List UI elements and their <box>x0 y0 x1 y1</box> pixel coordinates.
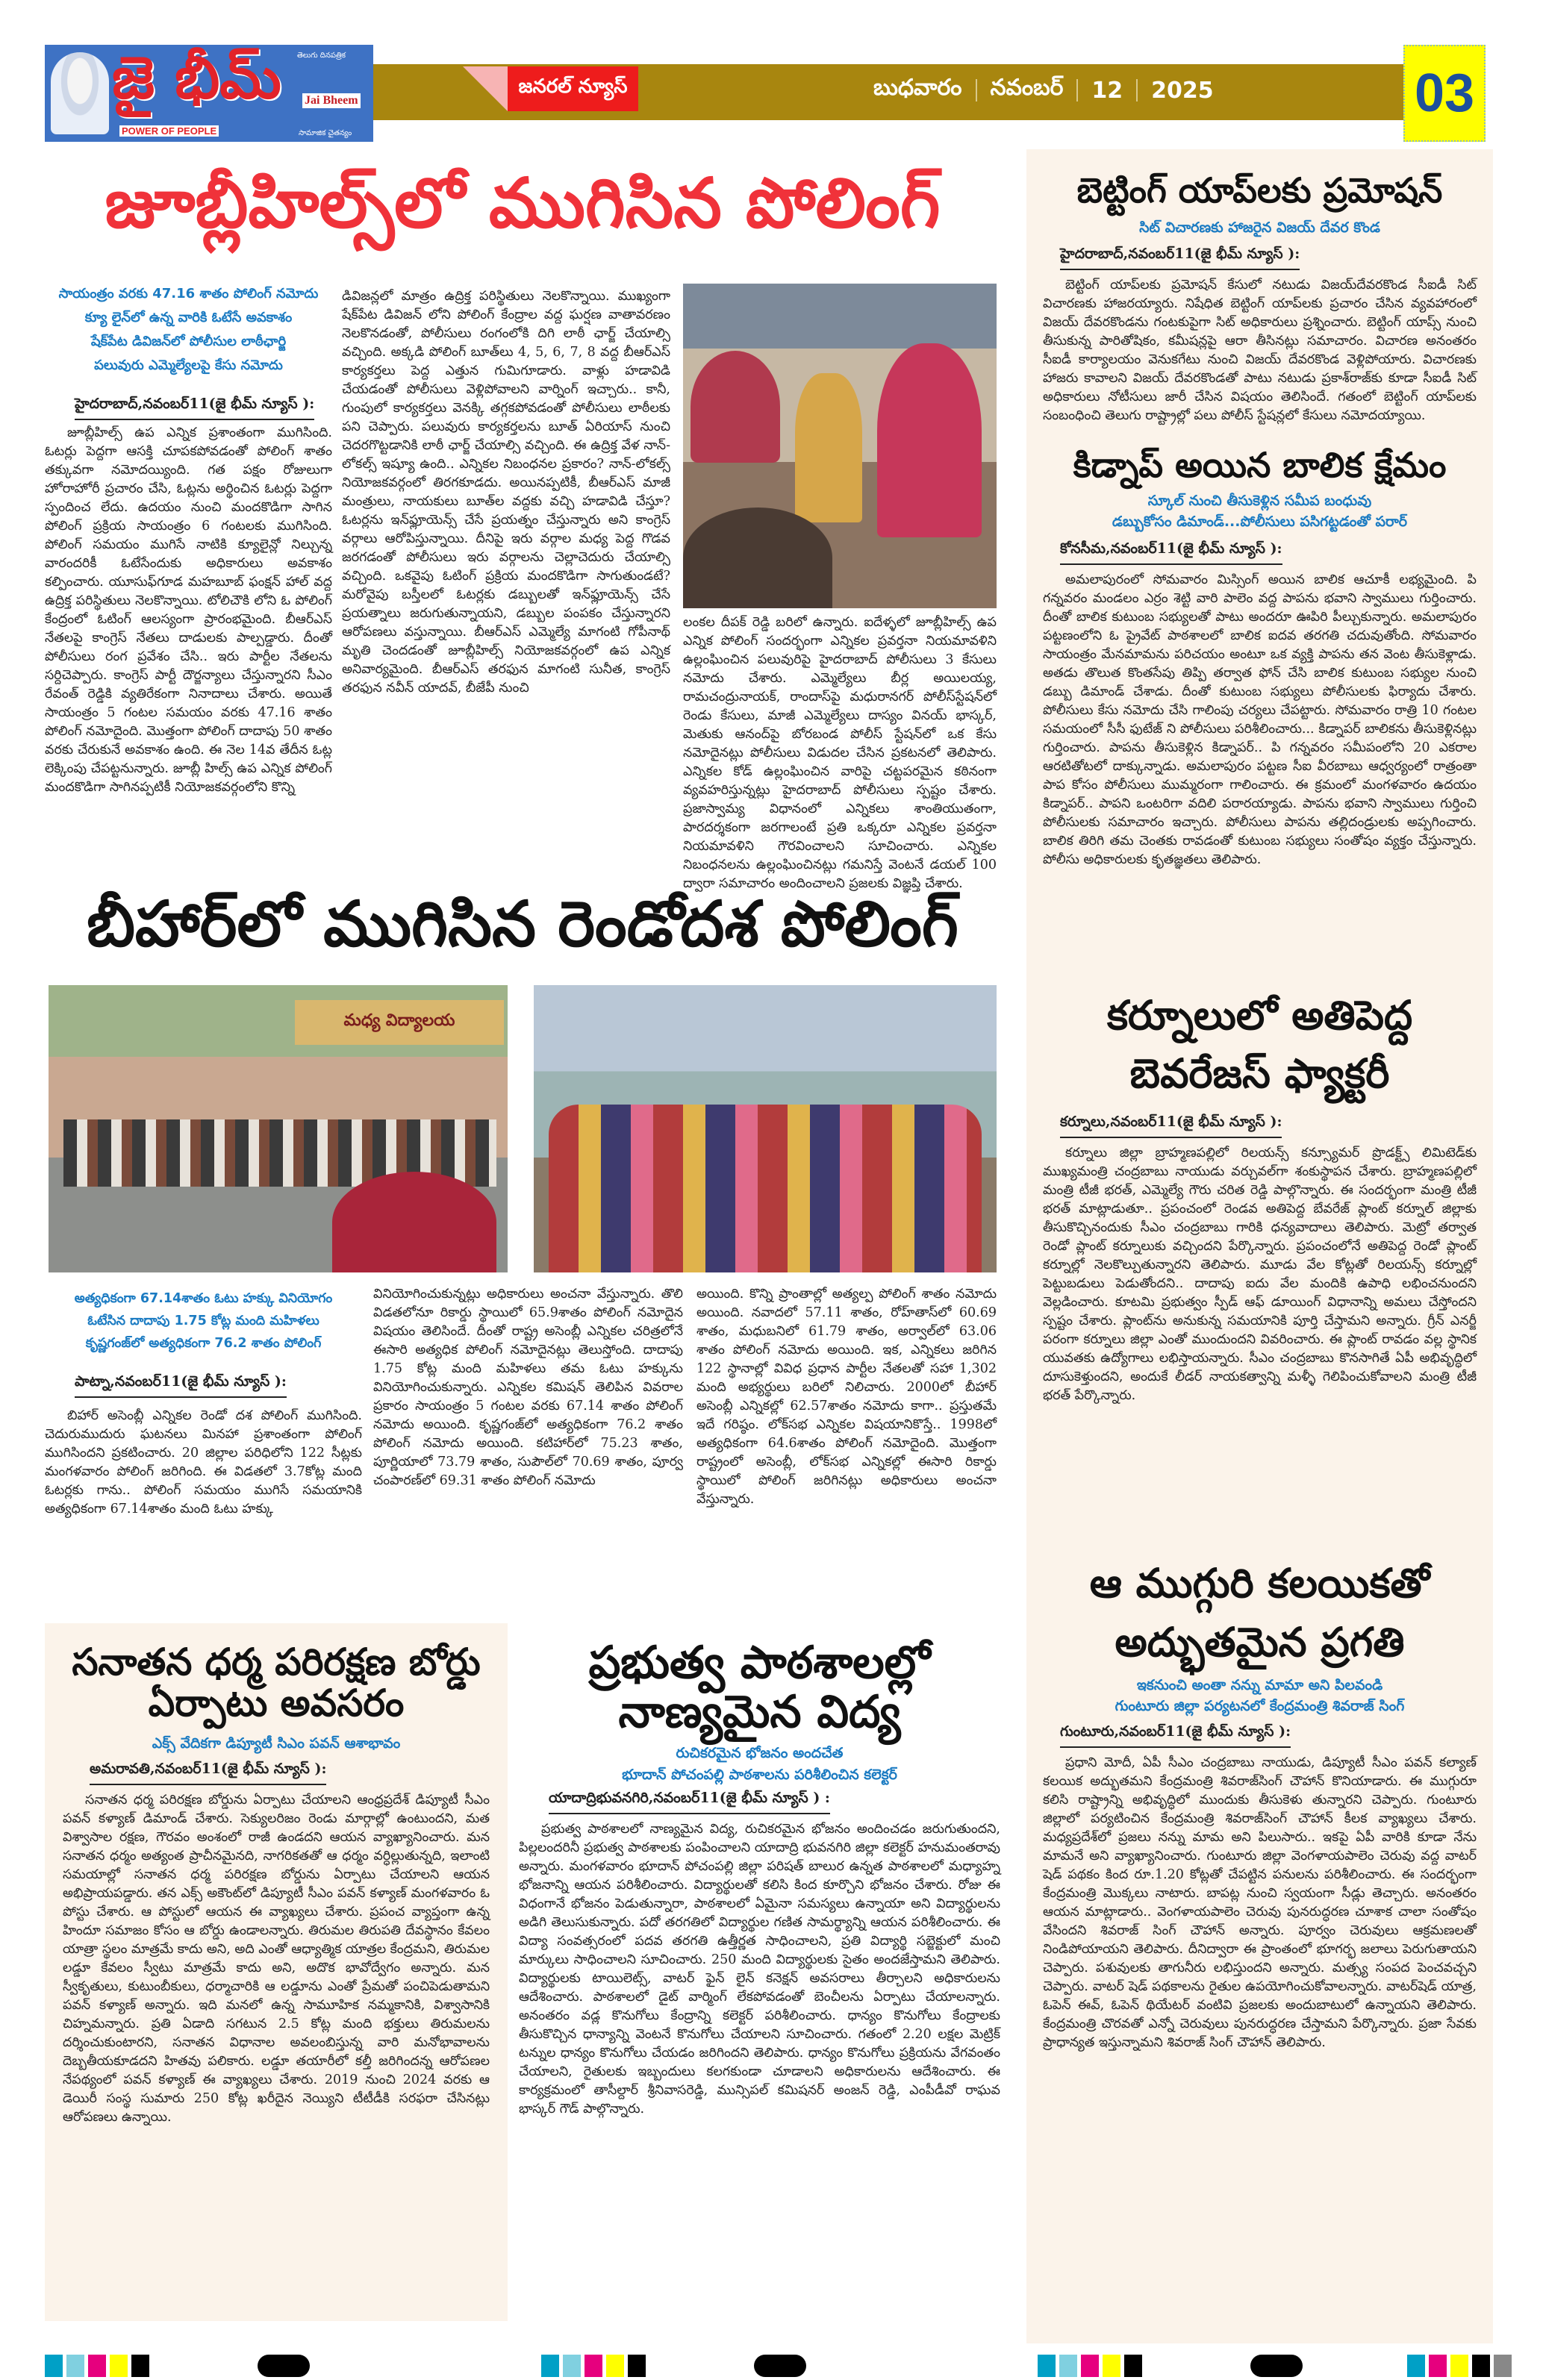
logo-side-text-bottom: సామాజిక చైతన్యం <box>299 129 352 137</box>
subheads-jubilee <box>45 282 332 378</box>
school-banner: మధ్య విద్యాలయ <box>295 1000 504 1045</box>
logo-title: జై భీమ్ <box>112 45 281 112</box>
color-swatch <box>1494 2355 1512 2377</box>
article-body: సనాతన ధర్మ పరిరక్షణ బోర్డును ఏర్పాటు చేయాలని ఆంధ్రప్రదేశ్ డిప్యూటీ సీఎం పవన్ కళ్యాణ్ డిమాండ్ చేశారు. సెక్యులరిజం రెండు మార్గాల్లో ఉంటుందని, మత విశ్వాసాల రక్షణ, గౌరవం అంశంలో రాజీ ఉండదని ఆయన వ్యాఖ్యానించారు. మన సనాతన ధర్మం అత్యంత ప్రాచీనమైనది, నాగరికతతో ఆ ధర్మం వర్ధిల్లుతున్నది, ఇలాంటి సమయాల్లో సనాతన ధర్మ పరిరక్షణ బోర్డును ఏర్పాటు చేయాలని ఆయన అభిప్రాయపడ్డారు. తన ఎక్స్ అకౌంట్‌లో డిప్యూటీ సీఎం పవన్ కళ్యాణ్ మంగళవారం ఓ పోస్టు చేశారు. ఆ పోస్టులో ఆయన ఈ వ్యాఖ్యలు చేశారు. ప్రపంచ వ్యాప్తంగా ఉన్న హిందూ సమాజం కోసం ఆ బోర్డు ఉండాలన్నారు. తిరుమల తిరుపతి దేవస్థానం కేవలం యాత్రా స్థలం మాత్రమే కాదు అని, అది ఎంతో ఆధ్యాత్మిక యాత్రల కేంద్రమని, తిరుమల లడ్డూ కేవలం స్వీటు మాత్రమే కాదు అని, అదొక భావోద్వేగం అన్నారు. మన స్వీకృతులు, కుటుంబీకులు, ధర్మాచారికి ఆ లడ్డూను ఎంతో ప్రేమతో పంచిపెడుతామని పవన్ కళ్యాణ్ అన్నారు. ఇది మనలో ఉన్న సామూహిక నమ్మకానికి, విశ్వాసానికి చిహ్నమన్నారు. ప్రతి ఏడాది సగటున 2.5 కోట్ల మంది భక్తులు తిరుమలను దర్శించుకుంటారని, సనాతన విధానాల అవలంబిస్తున్న వారి మనోభావాలను దెబ్బతీయకూడదని హితవు పలికారు. లడ్డూ తయారీలో కల్తీ జరిగిందన్న ఆరోపణల నేపథ్యంలో పవన్ కళ్యాణ్ ఈ వ్యాఖ్యలు చేశారు. 2019 నుంచి 2024 వరకు ఆ డెయిరీ సంస్థ సుమారు 250 కోట్ల ఖరీదైన నెయ్యిని టీటీడీకి సరఫరా చేసినట్లు ఆరోపణలు ఉన్నాయి. <box>63 1792 490 2125</box>
color-swatch <box>1038 2355 1056 2377</box>
color-swatch <box>606 2355 624 2377</box>
article-body-col2: డివిజన్లలో మాత్రం ఉద్రిక్త పరిస్థితులు నెలకొన్నాయి. ముఖ్యంగా షేక్‌పేట డివిజన్ లోని పోలింగ్ కేంద్రాల వద్ద ఘర్షణ వాతావరణం నెలకొనడంతో, పోలీసులు రంగంలోకి దిగి లాఠీ ఛార్జ్ చేయాల్సి వచ్చింది. అక్కడి పోలింగ్ బూత్‌లు 4, 5, 6, 7, 8 వద్ద బీఆర్ఎస్ కార్యకర్తలు పెద్ద ఎత్తున గుమిగూడారు. వాళ్లు హడావిడి చేయడంతో పోలీసులు వెళ్లిపోవాలని వార్నింగ్ ఇచ్చారు.. కానీ, గుంపులో కార్యకర్తలు వెనక్కి తగ్గకపోవడంతో పోలీసులు లాఠీలకు పని చెప్పారు. పలువురు కార్యకర్తలను బూత్ ఏరియాస్ నుంచి చెదరగొట్టడానికి లాఠీ ఛార్జ్ చేయాల్సి వచ్చింది. ఈ ఉద్రిక్త వేళ నాన్-లోకల్స్ ఇష్యూ ఉంది.. ఎన్నికల నిబంధనల ప్రకారం? నాన్-లోకల్స్ నియోజకవర్గంలో తిరగకూడదు. అయినప్పటికీ, బీఆర్ఎస్ మాజీ మంత్రులు, నాయకులు బూత్‌ల వద్దకు వచ్చి హడావిడి చేస్తూ? ఓటర్లను ఇన్‌ఫ్లూయెన్స్ చేసే ప్రయత్నం చేస్తున్నారు అని కాంగ్రెస్ వర్గాలు ఆరోపిస్తున్నాయి. దీనిపై ఇరు వర్గాల మధ్య పెద్ద గొడవ జరగడంతో పోలీసులు ఇరు వర్గాలను చెల్లాచెదురు చేయాల్సి వచ్చింది. ఒకవైపు ఓటింగ్ ప్రక్రియ మందకొడిగా సాగుతుండటే? మరోవైపు బస్తీలలో ఓటర్లకు డబ్బులతో ఇన్‌ఫ్లూయెన్స్ చేసే ప్రయత్నాలు జరుగుతున్నాయని, డబ్బుల పంపకం చేస్తున్నారని ఆరోపణలు వస్తున్నాయి. బీఆర్ఎస్ ఎమ్మెల్యే మాగంటి గోపీనాథ్ మృతి చెందడంతో జూబ్లీహిల్స్ నియోజకవర్గంలో ఉప ఎన్నిక అనివార్యమైంది. బీఆర్ఎస్ తరఫున మాగంటి సునీత, కాంగ్రెస్ తరఫున నవీన్ యాదవ్, బీజేపీ నుంచి <box>342 289 670 696</box>
article-schools <box>519 1623 1000 2295</box>
color-swatch <box>66 2355 84 2377</box>
color-swatch <box>1103 2355 1120 2377</box>
headline-betting-apps: బెట్టింగ్ యాప్‌లకు ప్రమోషన్ <box>1076 170 1443 210</box>
section-label: జనరల్ న్యూస్ <box>508 66 638 111</box>
year: 2025 <box>1151 77 1214 104</box>
subhead: గుంటూరు జిల్లా పర్యటనలో కేంద్రమంత్రి శివరాజ్ సింగ్ <box>1115 1698 1405 1715</box>
subhead: అత్యధికంగా 67.14శాతం ఓటు హక్కు వినియోగం <box>74 1291 333 1306</box>
newspaper-logo <box>45 45 373 142</box>
subhead: స్కూల్ నుంచి తీసుకెళ్లిన సమీప బంధువు <box>1147 492 1372 509</box>
page-number: 03 <box>1403 45 1486 142</box>
right-column <box>1026 149 1493 2343</box>
article-body: కర్నూలు జిల్లా బ్రాహ్మణపల్లిలో రిలయన్స్ కన్స్యూమర్ ప్రొడక్ట్స్ లిమిటెడ్‌కు ముఖ్యమంత్రి చంద్రబాబు నాయుడు వర్చువల్‌గా శంకుస్థాపన చేశారు. బ్రాహ్మణపల్లిలో మంత్రి టీజీ భరత్, ఎమ్మెల్యే గౌరు చరిత రెడ్డి పాల్గొన్నారు. ఈ సందర్భంగా మంత్రి టీజీ భరత్ మాట్లాడుతూ.. ప్రపంచంలో రెండవ అతిపెద్ద బేవరేజ్ ప్లాంట్ కర్నూల్ జిల్లాకు తీసుకొచ్చినందుకు సీఎం చంద్రబాబు గారికి ధన్యవాదాలు తెలిపారు. మెట్రో తర్వాత రెండో ప్లాంట్ కర్నూలుకు వచ్చిందని పేర్కొన్నారు. ప్రపంచంలోనే అతిపెద్ద రెండో ప్లాంట్ కర్నూల్లో నెలకొల్పుతున్నారని తెలిపారు. మూడు వేల కోట్లతో రిలయన్స్ కర్నూల్లో పెట్టుబడులు పెడుతోందని.. దాదాపు ఐదు వేల మందికి ఉపాధి లభించనుందని వెల్లడించారు. కూటమి ప్రభుత్వం స్పీడ్ ఆఫ్ డూయింగ్ విధానాన్ని అమలు చేస్తోందని స్పష్టం చేశారు. ప్లాంట్‌ను అనుకున్న సమయానికి పూర్తి చేస్తామని అన్నారు. గ్రీన్ ఎనర్జీ పరంగా కర్నూలు జిల్లా ఎంతో ముందుందని వివరించారు. ఈ ప్లాంట్ రావడం వల్ల స్థానిక యువతకు ఉద్యోగాలు లభిస్తాయన్నారు. సీఎం చంద్రబాబు కొనసాగితే ఏపీ అభివృద్ధిలో దూసుకెళ్తుందని, అందుకే లీడర్ నాయకత్వాన్ని మళ్ళీ గెలిపించుకోవాలని మంత్రి టీజీ భరత్ పేర్కొన్నారు. <box>1043 1146 1477 1404</box>
issue-date <box>873 75 1214 106</box>
color-swatch <box>1472 2355 1490 2377</box>
dateline: కోనసీమ,నవంబర్11(జై భీమ్ న్యూస్ ): <box>1060 540 1282 565</box>
subhead: డబ్బుకోసం డిమాండ్...పోలీసులు పసిగట్టడంతో పరార్ <box>1112 513 1408 531</box>
color-swatch <box>131 2355 149 2377</box>
article-body: ప్రభుత్వ పాఠశాలలో నాణ్యమైన విద్య, రుచికరమైన భోజనం అందించడం జరుగుతుందని, పిల్లలందరినీ ప్రభుత్వ పాఠశాలకు పంపించాలని యాదాద్రి భువనగిరి జిల్లా కలెక్టర్ హనుమంతరావు అన్నారు. మంగళవారం భూదాన్ పోచంపల్లి జిల్లా పరిషత్ బాలుర ఉన్నత పాఠశాలలో మధ్యాహ్న భోజనాన్ని ఆయన పరిశీలించారు. విద్యార్థులతో కలిసి కింద కూర్చొని భోజనం చేశారు. రోజు ఈ విధంగానే భోజనం పెడుతున్నారా, పాఠశాలలో ఏమైనా సమస్యలు ఉన్నాయా అని విద్యార్థులను అడిగి తెలుసుకున్నారు. పదో తరగతిలో విద్యార్థుల గణిత సామర్థ్యాన్ని ఆయన పరిశీలించారు. ఈ విద్యా సంవత్సరంలో పదవ తరగతి ఉత్తీర్ణత సాధించాలని, ప్రతి విద్యార్థి సబ్జెక్టులో మంచి మార్కులు సాధించాలని సూచించారు. 250 మంది విద్యార్థులకు సైతం అందజేస్తామని తెలిపారు. విద్యార్థులకు టాయిలెట్స్, వాటర్ ఫైన్ లైన్ కనెక్షన్ అవసరాలు తీర్చాలని అధికారులను ఆదేశించారు. పాఠశాలలో డైట్ వార్మింగ్ లేకపోవడంతో బెంచీలను ఏర్పాటు చేయాలన్నారు. అనంతరం వడ్ల కొనుగోలు కేంద్రాన్ని కలెక్టర్ పరిశీలించారు. ధాన్యం కొనుగోలు కేంద్రాలకు తీసుకొచ్చిన ధాన్యాన్ని వెంటనే కొనుగోలు చేయాలని సూచించారు. గతంలో 2.20 లక్షల మెట్రిక్ టన్నుల ధాన్యం కొనుగోలు చేయడం జరిగిందని తెలిపారు. ధాన్యం కొనుగోలు ప్రక్రియను వేగవంతం చేయాలని, రైతులకు ఇబ్బందులు కలగకుండా చూడాలని అధికారులను ఆదేశించారు. ఈ కార్యక్రమంలో తాసీల్దార్ శ్రీనివాసరెడ్డి, మున్సిపల్ కమిషనర్ అంజన్ రెడ్డి, ఎంపీడీవో రాఘవ భాస్కర్ గౌడ్ పాల్గొన్నారు. <box>519 1822 1000 2117</box>
dateline: గుంటూరు,నవంబర్11(జై భీమ్ న్యూస్ ): <box>1060 1723 1291 1748</box>
subhead: పలువురు ఎమ్మెల్యేలపై కేసు నమోదు <box>94 357 283 373</box>
dateline: పాట్నా,నవంబర్11(జై భీమ్ న్యూస్ ): <box>75 1373 287 1398</box>
article-body-col3: అయింది. కొన్ని ప్రాంతాల్లో అత్యల్ప పోలింగ్ శాతం నమోదు అయింది. నవాదలో 57.11 శాతం, రోహ్‌తాస్‌లో 60.69 శాతం, మధుబనిలో 61.79 శాతం, అర్వాల్‌లో 63.06 శాతం పోలింగ్ నమోదు అయింది. ఇక, ఎన్నికలు జరిగిన 122 స్థానాల్లో వివిధ ప్రధాన పార్టీల నేతలతో సహా 1,302 మంది అభ్యర్థులు బరిలో నిలిచారు. 2000లో బీహార్ అసెంబ్లీ ఎన్నికల్లో 62.57శాతం నమోదు కాగా.. ప్రస్తుతమే ఇదే గరిష్ఠం. లోక్‌సభ ఎన్నికల విషయానికొస్తే.. 1998లో అత్యధికంగా 64.6శాతం పోలింగ్ నమోదైంది. మొత్తంగా రాష్ట్రంలో అసెంబ్లీ, లోక్‌సభ ఎన్నికల్లో ఈసారి రికార్డు స్థాయిలో పోలింగ్ జరిగినట్లు అధికారులు అంచనా వేస్తున్నారు. <box>696 1287 997 1507</box>
color-swatch <box>45 2355 63 2377</box>
registration-oval <box>754 2355 806 2377</box>
article-body: ప్రధాని మోదీ, ఏపీ సీఎం చంద్రబాబు నాయుడు, డిప్యూటీ సీఎం పవన్ కల్యాణ్ కలయిక అద్భుతమని కేంద్రమంత్రి శివరాజ్‌సింగ్ చౌహాన్ కొనియాడారు. ఈ ముగ్గురూ కలిసి రాష్ట్రాన్ని అభివృద్ధిలో ముందుకు తీసుకెళు తున్నారని చెప్పారు. గుంటూరు జిల్లాలో పర్యటించిన కేంద్రమంత్రి శివరాజ్‌సింగ్ చౌహాన్ కీలక వ్యాఖ్యలు చేశారు. మధ్యప్రదేశ్‌లో ప్రజలు నన్ను మామ అని పిలుసారు.. ఇకపై ఏపీ వారికి కూడా నేను మామనే అని వ్యాఖ్యానించారు. గుంటూరు జిల్లా వెంగళాయపాలెం చెరువు వద్ద వాటర్ షెడ్ పథకం కింద రూ.1.20 కోట్లతో చేపట్టిన పనులను పరిశీలించారు. ఈ సందర్భంగా కేంద్రమంత్రి మొక్కలు నాటారు. బాపట్ల నుంచి స్వయంగా సీడ్లు తెచ్చారు. అనంతరం ఆయన మాట్లాడారు.. వెంగళాయపాలెం చెరువు పునరుద్ధరణ చూశాక చాలా సంతోషం వేసిందని శివరాజ్ సింగ్ చౌహాన్ అన్నారు. పూర్వం చెరువులు ఆక్రమణలతో నిండిపోయాయని తెలిపారు. దీనిద్వారా ఈ ప్రాంతంలో భూగర్భ జలాలు పెరుగుతాయని చెప్పారు. పశువులకు తాగునీరు లభిస్తుందని అన్నారు. మత్స్య సంపద పెంచవచ్చని చెప్పారు. వాటర్ షెడ్ పథకాలను రైతుల ఉపయోగించుకోవాలన్నారు. వాటర్‌షెడ్ యాత్ర, ఓపెన్ ఈవ్, ఓపెన్ థియేటర్ వంటివి ప్రజలకు అందుబాటులో ఉన్నాయని తెలిపారు. కేంద్రమంత్రి చొరవతో ఎన్నో చెరువులు పునరుద్ధరణ చేస్తామని పేర్కొన్నారు. ప్రజా సేవకు ప్రాధాన్యత ఇస్తున్నామని శివరాజ్ సింగ్ చౌహాన్ తెలిపారు. <box>1043 1755 1477 2050</box>
subhead: షేక్‌పేట డివిజన్‌లో పోలీసుల లాఠీఛార్జి <box>90 334 287 349</box>
color-swatch <box>110 2355 128 2377</box>
masthead-bar <box>373 64 1403 120</box>
headline-sanatana: సనాతన ధర్మ పరిరక్షణ బోర్డు ఏర్పాటు అవసరం <box>72 1640 481 1725</box>
dateline: హైదరాబాద్,నవంబర్11(జై భీమ్ న్యూస్ ): <box>75 396 314 420</box>
headline-jubilee-hills: జూబ్లీహిల్స్‌లో ముగిసిన పోలింగ్ <box>105 163 941 243</box>
article-body: అమలాపురంలో సోమవారం మిస్సింగ్ అయిన బాలిక ఆచూకీ లభ్యమైంది. పి గన్నవరం మండలం ఎర్రం శెట్టి వారి పాలెం వద్ద పాపను భవాని స్వాములు గుర్తించారు. దీంతో బాలిక కుటుంబ సభ్యులతో పాటు అందరూ ఊపిరి పీల్చుకున్నారు. అమలాపురం పట్టణంలోని ఓ ప్రైవేట్ పాఠశాలలో బాలిక ఐదవ తరగతి చదువుతోంది. సోమవారం సాయంత్రం మేనమామను పరిచయం అంటూ ఒక వ్యక్తి పాపను తన వెంట తీసుకెళ్లాడు. అతడు తొలుత కొంతసేపు తిప్పి తర్వాత ఫోన్ చేసి బాలిక కుటుంబ సభ్యుల నుంచి డబ్బు డిమాండ్ చేశాడు. దీంతో కుటుంబ సభ్యులు పోలీసులకు ఫిర్యాదు చేశారు. పోలీసులు కేసు నమోదు చేసి గాలింపు చర్యలు చేపట్టారు. సోమవారం రాత్రి 10 గంటల సమయంలో సీసీ ఫుటేజ్ ని పోలీసులు పరిశీలించారు... కిడ్నాపర్ బాలికను తీసుకెళ్లినట్లు గుర్తించారు. పాపను తీసుకెళ్లిన కిడ్నాపర్.. పి గన్నవరం సమీపంలోని 20 ఎకరాల ఆరటితోటలో దాక్కున్నాడు. అమలాపురం పట్టణ సీఐ వీరబాబు ఆధ్వర్యంలో రాత్రంతా పాప కోసం పోలీసులు ముమ్మరంగా గాలించారు. ఈ క్రమంలో మంగళవారం ఉదయం కిడ్నాపర్.. పాపని ఒంటరిగా వదిలి పరారయ్యాడు. పాపను భవాని స్వాములు గుర్తించి పోలీసులకు సమాచారం ఇచ్చారు. పోలీసులు పాపను తల్లిదండ్రులకు అప్పగించారు. బాలిక తిరిగి తమ చెంతకు రావడంతో కుటుంబ సభ్యులు సంతోషం వ్యక్తం చేస్తున్నారు. పోలీసు అధికారులకు కృతజ్ఞతలు తెలిపారు. <box>1043 572 1477 867</box>
article-body: బెట్టింగ్ యాప్‌లకు ప్రమోషన్ కేసులో నటుడు విజయ్‌దేవరకొండ సీఐడీ సిట్ విచారణకు హాజరయ్యారు. నిషేధిత బెట్టింగ్ యాప్‌లకు ప్రచారం చేసిన వ్యవహారంలో విజయ్ దేవరకొండను గంటకుపైగా సిట్ అధికారులు ప్రశ్నించారు. బెట్టింగ్ యాప్స్ నుంచి తీసుకున్న పారితోషికం, కమీషన్లపై ఆరా తీసినట్లు సమాచారం. విచారణ అనంతరం సీఐడీ కార్యాలయం వెనుకగేటు నుంచి విజయ్ దేవరకొండ వెళ్లిపోయారు. విచారణకు హాజరు కావాలని విజయ్ దేవరకొండతో పాటు నటుడు ప్రకాశ్‌రాజ్‌కు కూడా సీఐడీ సిట్ అధికారులు నోటీసులు జారీ చేసిన విషయం తెలిసిందే. గతంలో బెట్టింగ్ యాప్‌లకు సంబంధించి తెలుగు రాష్ట్రాల్లో పలు పోలీస్ స్టేషన్లలో కేసులు నమోదయ్యాయి. <box>1043 278 1477 424</box>
article-body-col1: జూబ్లీహిల్స్ ఉప ఎన్నిక ప్రశాంతంగా ముగిసింది. ఓటర్లు పెద్దగా ఆసక్తి చూపకపోవడంతో పోలింగ్ శాతం తక్కువగా నమోదయ్యింది. గత పక్షం రోజులుగా హోరాహోరీ ప్రచారం చేసి, ఓట్లను అర్థించిన ఓటర్లు పెద్దగా స్పందించ లేదు. ఉదయం నుంచి మందకొడిగా సాగిన పోలింగ్ ప్రక్రియ సాయంత్రం 6 గంటలకు ముగిసింది. పోలింగ్ సమయం ముగిసే నాటికి క్యూలైన్లో నిల్చున్న వారందరికీ ఓటేసేందుకు అధికారులు అవకాశం కల్పించారు. యూసుఫ్‌గూడ మహబూబ్ ఫంక్షన్ హాల్ వద్ద ఉద్రిక్త పరిస్థితులు నెలకొన్నాయి. టోలిచౌకి లోని ఓ పోలింగ్ కేంద్రంలో ఓటింగ్ ఆలస్యంగా ప్రారంభమైంది. బీఆర్ఎస్ నేతలపై కాంగ్రెస్ నేతలు దాడులకు పాల్పడ్డారు. దీంతో పోలీసులు రంగ ప్రవేశం చేసి.. ఇరు పార్టీల నేతలను సర్దిచెప్పారు. కాంగ్రెస్ పార్టీ దౌర్జన్యాలు చేస్తున్నారని సీఎం రేవంత్ రెడ్డికి వ్యతిరేకంగా నినాదాలు చేశారు. అయితే సాయంత్రం 5 గంటల సమయం వరకు 47.16 శాతం పోలింగ్ నమోదైంది. మొత్తంగా పోలింగ్ దాదాపు 50 శాతం వరకు చేరుకునే అవకాశం ఉంది. ఈ నెల 14వ తేదీన ఓట్ల లెక్కింపు చేపట్టనున్నారు. జూబ్లీ హిల్స్ ఉప ఎన్నిక పోలింగ్ మందకొడిగా సాగినప్పటికీ నియోజకవర్గంలోని కొన్ని <box>45 425 332 795</box>
polling-booth-photo <box>683 284 997 608</box>
color-swatch <box>1081 2355 1099 2377</box>
subhead: కృష్ణగంజ్‌లో అత్యధికంగా 76.2 శాతం పోలింగ్ <box>85 1336 322 1351</box>
color-swatch <box>628 2355 646 2377</box>
dateline: యాదాద్రిభువనగిరి,నవంబర్11(జై భీమ్ న్యూస్ ) : <box>549 1790 830 1814</box>
dateline: హైదరాబాద్,నవంబర్11(జై భీమ్ న్యూస్ ): <box>1060 246 1300 270</box>
color-swatch <box>1059 2355 1077 2377</box>
color-swatch <box>1124 2355 1142 2377</box>
ambedkar-portrait <box>51 52 109 134</box>
subhead: ఓటేసిన దాదాపు 1.75 కోట్ల మంది మహిళలు <box>87 1314 319 1328</box>
subhead: సాయంత్రం వరకు 47.16 శాతం పోలింగ్ నమోదు <box>58 286 319 302</box>
registration-oval <box>258 2355 310 2377</box>
subheads-bihar <box>45 1287 362 1355</box>
subhead: ఇకనుంచి అంతా నన్ను మామా అని పిలవండి <box>1136 1676 1383 1693</box>
color-swatch <box>88 2355 106 2377</box>
headline-bihar: బీహార్‌లో ముగిసిన రెండోదశ పోలింగ్ <box>87 887 958 961</box>
article-body-col3: లంకల దీపక్ రెడ్డి బరిలో ఉన్నారు. ఐదేళ్ళలో జూబ్లీహిల్స్ ఉప ఎన్నిక పోలింగ్ సందర్భంగా ఎన్నికల ప్రవర్తనా నియమావళిని ఉల్లంఘించిన పలువురిపై హైదరాబాద్ పోలీసులు 3 కేసులు నమోదు చేశారు. ఎమ్మెల్యేలు బీర్ల అయిలయ్య, రామచంద్రునాయక్, రాందాస్‌పై మధురానగర్ పోలీస్‌స్టేషన్‌లో రెండు కేసులు, మాజీ ఎమ్మెల్యేలు దాస్యం వినయ్ భాస్కర్, మెతుకు ఆనంద్‌పై బోరబండ పోలీస్ స్టేషన్‌లో ఒక కేసు నమోదైనట్లు పోలీసులు విడుదల చేసిన ప్రకటనలో తెలిపారు. ఎన్నికల కోడ్ ఉల్లంఘించిన వారిపై చట్టపరమైన కఠినంగా వ్యవహరిస్తున్నట్లు హైదరాబాద్ పోలీసులు స్పష్టం చేశారు. ప్రజాస్వామ్య విధానంలో ఎన్నికలు శాంతియుతంగా, పారదర్శకంగా జరగాలంటే ప్రతి ఒక్కరూ ఎన్నికల ప్రవర్తనా నియమావళిని గౌరవించాలని సూచించారు. ఎన్నికల నిబంధనలను ఉల్లంఘించినట్లు గమనిస్తే వెంటనే డయల్ 100 ద్వారా సమాచారం అందించాలని ప్రజలకు విజ్ఞప్తి చేశారు. <box>683 615 997 891</box>
subhead: క్యూ లైన్‌లో ఉన్న వారికి ఓటేసే అవకాశం <box>84 310 293 325</box>
headline-kurnool: కర్నూలులో అతిపెద్ద బెవరేజస్ ఫ్యాక్టరీ <box>1106 991 1413 1097</box>
logo-tagline: POWER OF PEOPLE <box>119 125 219 137</box>
color-swatch <box>1407 2355 1425 2377</box>
subhead: రుచికరమైన భోజనం అందచేత <box>676 1745 844 1761</box>
headline-kidnap: కిడ్నాప్ అయిన బాలిక క్షేమం <box>1073 445 1447 486</box>
headline-schools: ప్రభుత్వ పాఠశాలల్లో నాణ్యమైన విద్య <box>588 1637 931 1738</box>
bihar-voters-photo <box>534 985 997 1272</box>
color-swatch <box>541 2355 559 2377</box>
subhead: భూదాన్ పోచంపల్లి పాఠశాలను పరిశీలించిన కలెక్టర్ <box>622 1766 897 1783</box>
decorative-triangle <box>463 66 508 111</box>
day: 12 <box>1091 77 1123 104</box>
subhead: ఎక్స్ వేదికగా డిప్యూటీ సిఎం పవన్ ఆశాభావం <box>152 1735 401 1752</box>
article-body-col1: బిహార్ అసెంబ్లీ ఎన్నికల రెండో దశ పోలింగ్ ముగిసింది. చెదురుముదురు ఘటనలు మినహా ప్రశాంతంగా పోలింగ్ ముగిసిందని ప్రకటించారు. 20 జిల్లాల పరిధిలోని 122 సీట్లకు మంగళవారం పోలింగ్ జరిగింది. ఈ విడతలో 3.7కోట్ల మంది ఓటర్లకు గాను.. పోలింగ్ సమయం ముగిసే సమయానికి అత్యధికంగా 67.14శాతం మంది ఓటు హక్కు <box>45 1408 362 1517</box>
logo-brand: Jai Bheem <box>302 93 361 108</box>
dateline: కర్నూలు,నవంబర్11(జై భీమ్ న్యూస్ ): <box>1060 1114 1282 1138</box>
color-swatch <box>1429 2355 1447 2377</box>
color-swatch <box>1450 2355 1468 2377</box>
month: నవంబర్ <box>990 75 1064 101</box>
headline-guntur: ఆ ముగ్గురి కలయికతో అద్భుతమైన ప్రగతి <box>1089 1560 1430 1666</box>
bihar-queue-photo <box>49 985 508 1272</box>
color-swatch <box>563 2355 581 2377</box>
registration-oval <box>1250 2355 1303 2377</box>
dateline: అమరావతి,నవంబర్11(జై భీమ్ న్యూస్ ): <box>90 1761 326 1785</box>
article-body-col2: వినియోగించుకున్నట్లు అధికారులు అంచనా వేస్తున్నారు. తొలి విడతలోనూ రికార్డు స్థాయిలో 65.9శాతం పోలింగ్ నమోదైన విషయం తెలిసిందే. దీంతో రాష్ట్ర అసెంబ్లీ ఎన్నికల చరిత్రలోనే ఈసారి అత్యధిక పోలింగ్ నమోదైనట్లు తెలుస్తోంది. దాదాపు 1.75 కోట్ల మంది మహిళలు తమ ఓటు హక్కును వినియోగించుకున్నారు. ఎన్నికల కమిషన్ తెలిపిన వివరాల ప్రకారం సాయంత్రం 5 గంటల వరకు 67.14 శాతం పోలింగ్ నమోదు అయింది. కృష్ణగంజ్‌లో అత్యధికంగా 76.2 శాతం పోలింగ్ నమోదు అయింది. కటిహార్‌లో 75.23 శాతం, పూర్ణియాలో 73.79 శాతం, సుపౌల్‌లో 70.69 శాతం, పూర్వ చంపారణ్‌లో 69.31 శాతం పోలింగ్ నమోదు <box>373 1287 683 1488</box>
article-box-sanatana <box>45 1623 508 2321</box>
weekday: బుధవారం <box>873 75 962 101</box>
subhead: సిట్ విచారణకు హాజరైన విజయ్ దేవర కొండ <box>1139 219 1380 236</box>
color-swatch <box>585 2355 602 2377</box>
logo-side-text: తెలుగు దినపత్రిక <box>297 51 346 60</box>
